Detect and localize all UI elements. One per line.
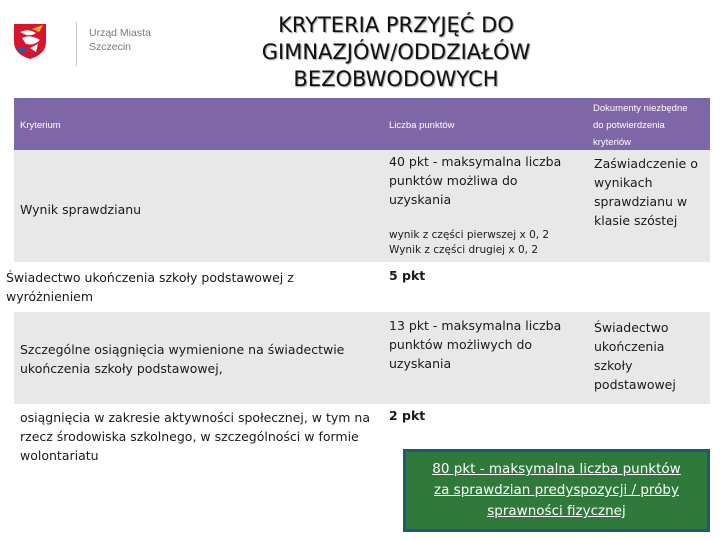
table-row (6, 262, 710, 312)
row3-criterion-line-2: ukończenia szkoły podstawowej, (20, 361, 223, 376)
logo-text (89, 26, 151, 54)
logo-line-2: Szczecin (89, 41, 132, 53)
title-line-3: BEZOBWODOWYCH (293, 67, 499, 91)
row1-formula-line-1: wynik z części pierwszej x 0, 2 (389, 229, 550, 241)
row1-doc-line-3: sprawdzianu w (594, 194, 688, 209)
header-documents-line-2: do potwierdzenia (593, 120, 665, 131)
logo-divider (76, 22, 77, 66)
row1-points-line-2: punktów możliwa do (389, 173, 518, 188)
row1-points (389, 152, 561, 209)
table-row (14, 312, 710, 404)
row2-points: 5 pkt (389, 268, 426, 283)
row3-points-line-2: punktów możliwych do (389, 337, 533, 352)
row3-points-line-3: uzyskania (389, 356, 452, 371)
header-documents-line-1: Dokumenty niezbędne (593, 103, 688, 114)
row1-doc-line-2: wynikach (594, 175, 653, 190)
row4-criterion-line-1: osiągnięcia w zakresie aktywności społecznej, w tym na (20, 410, 371, 425)
row3-criterion-line-1: Szczególne osiągnięcia wymienione na świadectwie (20, 342, 345, 357)
row1-points-line-1: 40 pkt - maksymalna liczba (389, 154, 562, 169)
row1-criterion: Wynik sprawdzianu (20, 202, 142, 217)
row3-document (594, 318, 676, 394)
logo-line-1: Urząd Miasta (89, 27, 151, 39)
row1-document (594, 154, 698, 230)
row2-criterion-line-1: Świadectwo ukończenia szkoły podstawowej z (6, 270, 294, 285)
table-row (14, 150, 710, 262)
row4-criterion-line-2: rzecz środowiska szkolnego, w szczególności w formie (20, 429, 359, 444)
title-line-1: KRYTERIA PRZYJĘĆ DO (278, 13, 514, 37)
szczecin-crest-icon (12, 20, 48, 60)
row1-formula-line-2: Wynik z części drugiej x 0, 2 (389, 244, 539, 256)
row4-points: 2 pkt (389, 408, 426, 423)
row2-criterion (6, 268, 294, 306)
row3-criterion (20, 340, 344, 378)
row3-doc-line-3: szkoły (594, 358, 633, 373)
row3-doc-line-2: ukończenia (594, 339, 665, 354)
note-line-2: za sprawdzian predyspozycji / próby (434, 482, 679, 498)
row1-doc-line-4: klasie szóstej (594, 213, 678, 228)
row3-doc-line-4: podstawowej (594, 377, 676, 392)
row1-formula (389, 228, 549, 258)
row2-criterion-line-2: wyróżnieniem (6, 289, 94, 304)
row3-points (389, 316, 561, 373)
note-line-1: 80 pkt - maksymalna liczba punktów (432, 461, 681, 477)
header-documents (593, 100, 688, 151)
row3-points-line-1: 13 pkt - maksymalna liczba (389, 318, 562, 333)
city-logo (12, 18, 162, 68)
row3-doc-line-1: Świadectwo (594, 320, 669, 335)
physical-test-note (403, 449, 710, 532)
physical-test-note-text (422, 459, 690, 522)
row1-doc-line-1: Zaświadczenie o (594, 156, 698, 171)
header-documents-line-3: kryteriów (593, 137, 632, 148)
note-line-3: sprawności fizycznej (487, 503, 626, 519)
table-header (14, 98, 710, 150)
row1-points-line-3: uzyskania (389, 192, 452, 207)
header-points: Liczba punktów (389, 120, 455, 131)
row4-criterion (20, 408, 370, 465)
page-title (196, 12, 596, 93)
title-line-2: GIMNAZJÓW/ODDZIAŁÓW (261, 40, 531, 64)
header-criterion: Kryterium (20, 120, 61, 131)
row4-criterion-line-3: wolontariatu (20, 448, 99, 463)
